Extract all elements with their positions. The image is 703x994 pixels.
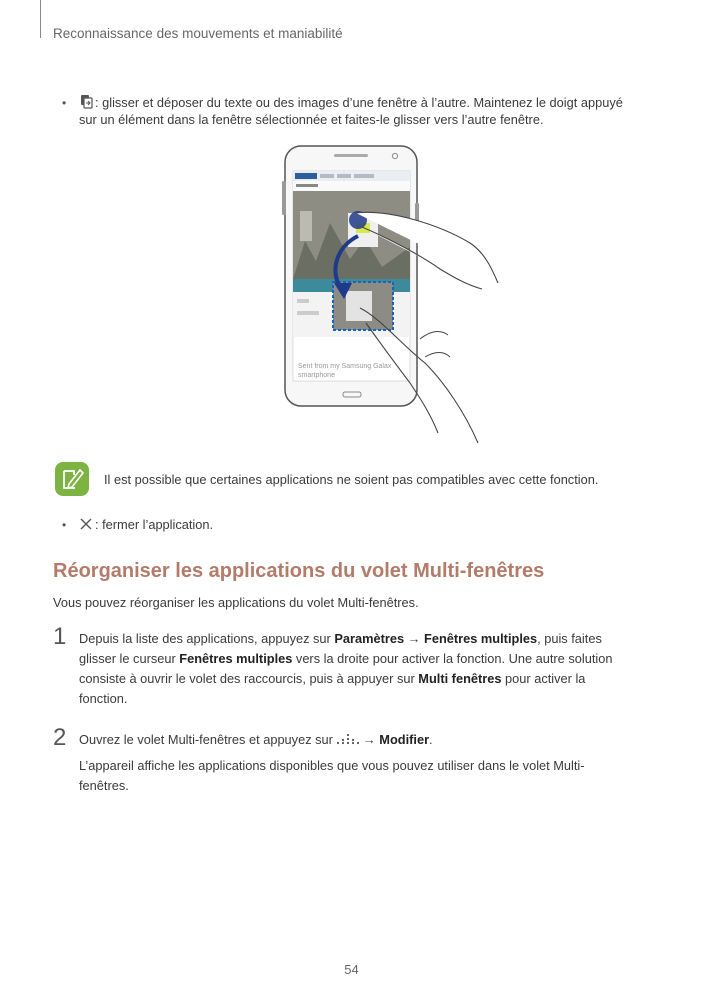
ui-term: Modifier [379, 732, 430, 747]
bullet1-line1 [79, 94, 623, 112]
text: . [429, 732, 433, 747]
bullet1-text1: : glisser et déposer du texte ou des images d’une fenêtre à l’autre. Maintenez le doigt appuyé [95, 95, 623, 110]
text: , puis faites [537, 631, 602, 646]
more-options-icon [335, 733, 361, 748]
drag-drop-icon [79, 94, 93, 112]
text: vers la droite pour activer la fonction. Une autre solution [292, 651, 613, 666]
phone-illustration [270, 143, 510, 448]
arrow: → [404, 631, 425, 646]
running-header: Reconnaissance des mouvements et maniabilité [53, 26, 343, 41]
close-icon [79, 517, 93, 534]
step2-para-line1: L’appareil affiche les applications disponibles que vous pouvez utiliser dans le volet Multi- [79, 758, 585, 773]
ui-term: Fenêtres multiples [424, 631, 538, 646]
note-icon [55, 462, 89, 496]
step1-line4: fonction. [79, 691, 128, 706]
section-intro: Vous pouvez réorganiser les applications du volet Multi-fenêtres. [53, 595, 419, 610]
bullet2-text: : fermer l’application. [95, 517, 214, 532]
text: pour activer la [501, 671, 586, 686]
arrow: → [362, 732, 376, 747]
bullet-dot: • [62, 518, 67, 532]
header-rule [40, 0, 41, 38]
text: Depuis la liste des applications, appuyez sur [79, 631, 335, 646]
step1-line1 [79, 633, 602, 646]
ui-term: Multi fenêtres [418, 671, 502, 686]
email-text-line1: Sent from my Samsung Galax [298, 363, 392, 370]
ui-term: Paramètres [334, 631, 405, 646]
page-number: 54 [344, 962, 359, 977]
note-text: Il est possible que certaines applications ne soient pas compatibles avec cette fonction. [104, 472, 599, 487]
text: glisser le curseur [79, 651, 180, 666]
step2-line1 [79, 733, 433, 748]
text: Ouvrez le volet Multi-fenêtres et appuyez sur [79, 732, 333, 747]
bullet2-line [79, 517, 213, 534]
bullet-dot: • [62, 96, 67, 110]
ui-term: Fenêtres multiples [179, 651, 293, 666]
section-heading: Réorganiser les applications du volet Multi-fenêtres [53, 560, 545, 582]
step2-para-line2: fenêtres. [79, 778, 129, 793]
step1-line2 [79, 653, 612, 666]
bullet1-line2: sur un élément dans la fenêtre sélectionnée et faites-le glisser vers l’autre fenêtre. [79, 112, 544, 127]
email-text-line2: smartphone [298, 372, 335, 379]
text: consiste à ouvrir le volet des raccourcis, puis à appuyer sur [79, 671, 419, 686]
step-number: 2 [53, 724, 67, 751]
step-number: 1 [53, 623, 67, 650]
step1-line3 [79, 673, 585, 686]
